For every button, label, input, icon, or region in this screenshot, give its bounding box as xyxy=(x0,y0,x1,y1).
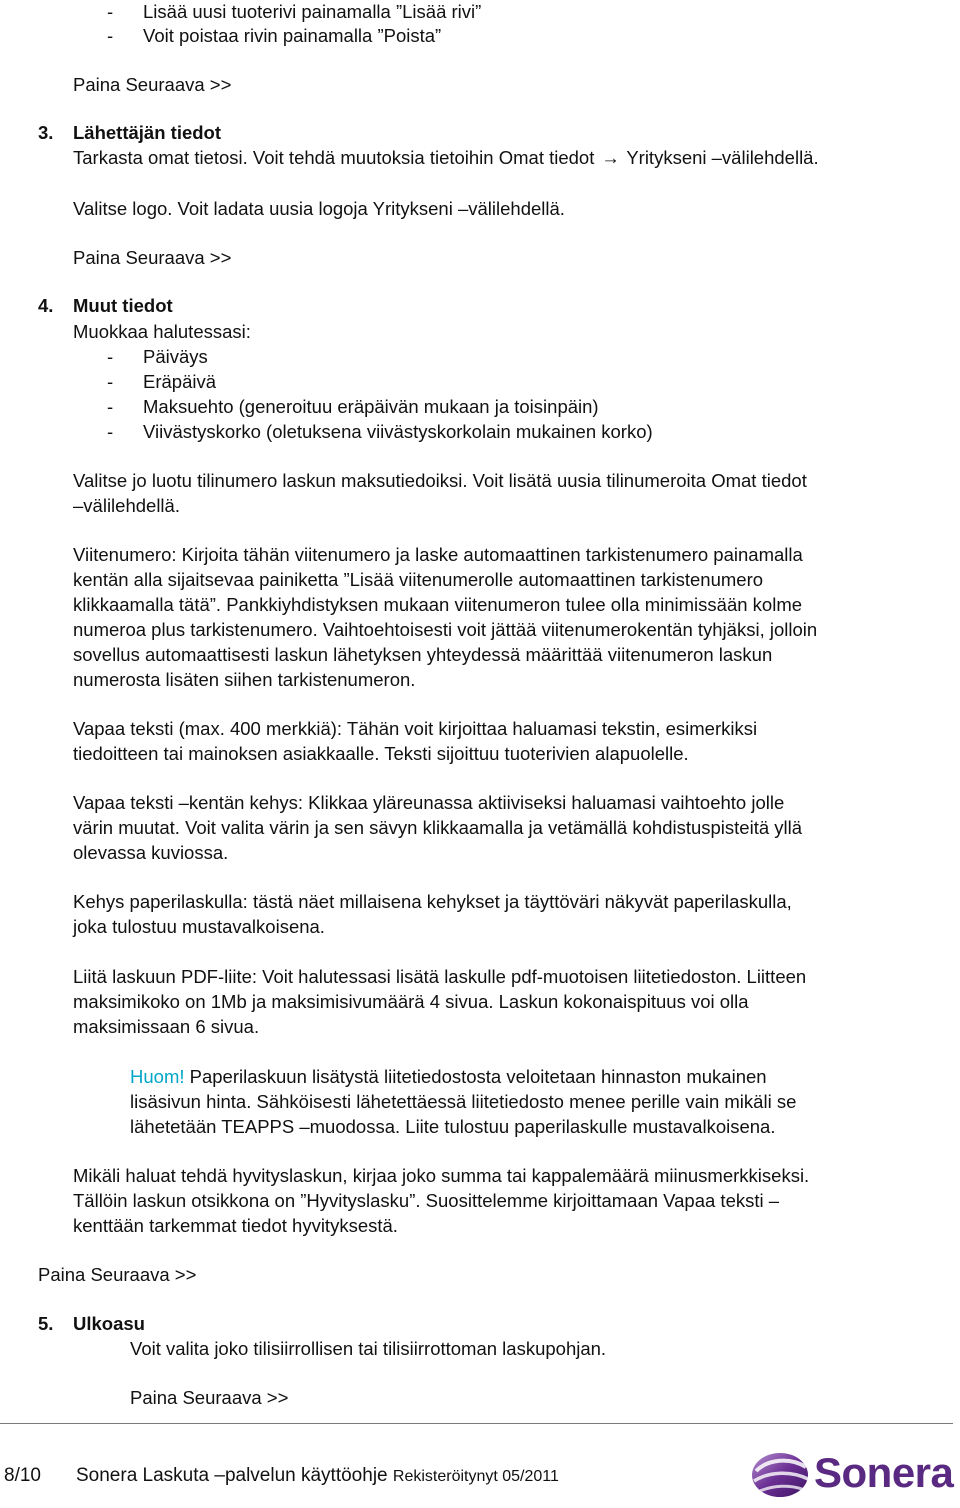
sonera-logo xyxy=(750,1441,955,1501)
arrow-right-icon: → xyxy=(601,147,620,168)
next-button-4[interactable]: Paina Seuraava >> xyxy=(130,1387,289,1408)
next-button-1[interactable]: Paina Seuraava >> xyxy=(73,74,232,95)
section-5-title: Ulkoasu xyxy=(73,1313,145,1334)
footer-title: Sonera Laskuta –palvelun käyttöohje Rekisteröitynyt 05/2011 xyxy=(76,1465,559,1486)
footer-page-number: 8/10 xyxy=(4,1465,41,1486)
section-4-title: Muut tiedot xyxy=(73,295,173,316)
section-3-logo-text: Valitse logo. Voit ladata uusia logoja Yritykseni –välilehdellä. xyxy=(73,198,565,219)
section-4-intro: Muokkaa halutessasi: xyxy=(73,321,251,342)
section-3-line1: Tarkasta omat tietosi. Voit tehdä muutoksia tietoihin Omat tiedot → Yritykseni –välilehdellä. xyxy=(73,146,819,171)
footer-registered: Rekisteröitynyt 05/2011 xyxy=(392,1468,559,1485)
section-5-number: 5. xyxy=(38,1313,54,1334)
section-4-number: 4. xyxy=(38,295,54,316)
next-button-2[interactable]: Paina Seuraava >> xyxy=(73,247,232,268)
footer-divider xyxy=(0,1423,953,1424)
note-label: Huom! xyxy=(130,1066,185,1087)
section-3-title: Lähettäjän tiedot xyxy=(73,122,222,143)
next-button-3[interactable]: Paina Seuraava >> xyxy=(38,1264,197,1285)
section-3-number: 3. xyxy=(38,122,54,143)
section-5-text: Voit valita joko tilisiirrollisen tai tilisiirrottoman laskupohjan. xyxy=(130,1338,607,1359)
sonera-logo-text: Sonera xyxy=(814,1449,954,1496)
